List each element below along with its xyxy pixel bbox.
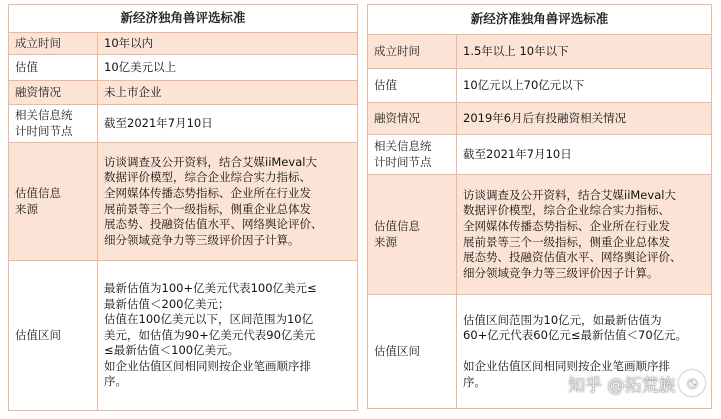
row-value: 2019年6月后有投融资相关情况 [457,103,712,135]
row-label: 估值信息 来源 [9,143,98,261]
table-title-row [368,5,712,35]
watermark [568,370,705,396]
row-value: 最新估值为100+亿美元代表100亿美元≤ 最新估值＜200亿美元； 估值在100亿美元以下，区间范围为10亿 美元，如估值为90+亿美元代表90亿美元 ≤最新估值＜100亿美元。 如企业估值区间相同则按企业笔画顺序排 序。 [98,261,358,411]
row-value: 截至2021年7月10日 [457,135,712,175]
table-row [9,261,358,411]
table-row [368,69,712,103]
row-value: 访谈调查及公开资料，结合艾媒iiMeval大 数据评价模型，综合企业综合实力指标、 全网媒体传播态势指标、企业所在行业发 展前景等三个一级指标，侧重企业总体发 展态势、投融资估值水平、网络舆论评价、 细分领域竞争力等三级评价因子计算。 [98,143,358,261]
table-row [9,105,358,143]
table-row [9,143,358,261]
table-title-row [9,5,358,33]
table-row [368,103,712,135]
row-value: 截至2021年7月10日 [98,105,358,143]
row-label: 估值 [9,55,98,81]
row-value: 10亿元以上70亿元以下 [457,69,712,103]
row-value: 未上市企业 [98,81,358,105]
row-value: 10年以内 [98,33,358,55]
row-value: 访谈调查及公开资料，结合艾媒iiMeval大 数据评价模型，综合企业综合实力指标、 全网媒体传播态势指标、企业所在行业发 展前景等三个一级指标，侧重企业总体发 展态势、投融资估值水平、网络舆论评价、 细分领域竞争力等三级评价因子计算。 [457,175,712,295]
avatar-icon: ◔ [679,370,705,396]
row-label: 估值区间 [9,261,98,411]
watermark-text: 知乎 @拓荒族 [568,375,676,396]
row-value: 10亿美元以上 [98,55,358,81]
table-row [368,135,712,175]
right-criteria-table [367,4,712,409]
row-label: 相关信息统 计时间节点 [368,135,457,175]
row-label: 估值 [368,69,457,103]
row-label: 相关信息统 计时间节点 [9,105,98,143]
table-row [368,175,712,295]
table-row [9,81,358,105]
table-title: 新经济准独角兽评选标准 [368,5,712,35]
row-label: 估值区间 [368,295,457,409]
row-label: 估值信息 来源 [368,175,457,295]
table-title: 新经济独角兽评选标准 [9,5,358,33]
left-criteria-table [8,4,358,411]
row-value: 估值区间范围为10亿元，如最新估值为 60+亿元代表60亿元≤最新估值＜70亿元。 如企业估值区间相同则按企业笔画顺序排 序。 [457,295,712,409]
table-row [9,33,358,55]
row-label: 成立时间 [9,33,98,55]
row-label: 融资情况 [368,103,457,135]
row-value: 1.5年以上 10年以下 [457,35,712,69]
row-label: 成立时间 [368,35,457,69]
row-label: 融资情况 [9,81,98,105]
table-row [9,55,358,81]
table-row [368,35,712,69]
